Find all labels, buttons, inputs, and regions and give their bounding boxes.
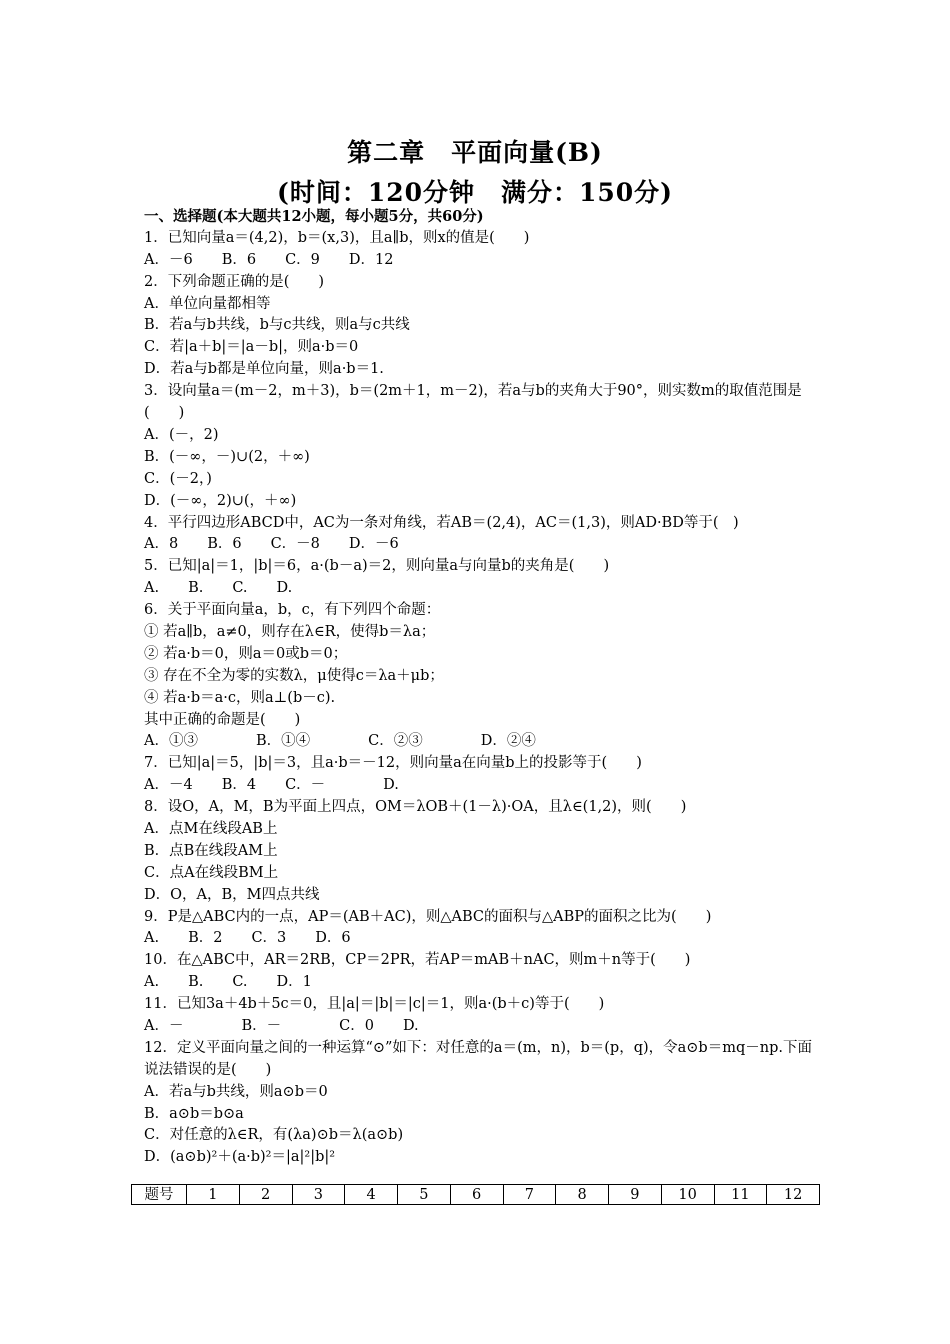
question-8-option-c: C．点A在线段BM上 (144, 864, 279, 881)
question-6-statement-1: ① 若a∥b，a≠0，则存在λ∈R，使得b＝λa； (144, 623, 436, 640)
answer-table-col: 9 (609, 1185, 662, 1205)
answer-table-col: 5 (398, 1185, 451, 1205)
question-2: 2．下列命题正确的是( ) (144, 273, 325, 290)
question-8-option-b: B．点B在线段AM上 (144, 842, 278, 859)
question-3: 3．设向量a＝(m－2，m＋3)，b＝(2m＋1，m－2)，若a与b的夹角大于90°，则实数m的取值范围是( ) (144, 383, 802, 422)
question-11: 11．已知3a＋4b＋5c＝0，且|a|＝|b|＝|c|＝1，则a·(b＋c)等于( ) (144, 996, 605, 1013)
question-12-option-b: B．a⊙b＝b⊙a (144, 1105, 244, 1122)
question-8: 8．设O，A，M，B为平面上四点，OM＝λOB＋(1－λ)·OA，且λ∈(1,2)，则( ) (144, 799, 687, 816)
question-1: 1．已知向量a＝(4,2)，b＝(x,3)，且a∥b，则x的值是( ) (144, 229, 530, 246)
question-8-option-d: D．O，A，B，M四点共线 (144, 886, 320, 903)
question-9: 9．P是△ABC内的一点，AP＝(AB＋AC)，则△ABC的面积与△ABP的面积之比为( ) (144, 908, 712, 925)
answer-table-col: 10 (661, 1185, 714, 1205)
question-8-option-a: A．点M在线段AB上 (144, 820, 278, 837)
question-12-option-d: D．(a⊙b)²＋(a·b)²＝|a|²|b|² (144, 1149, 336, 1166)
answer-table-col: 2 (239, 1185, 292, 1205)
answer-table-header-row (132, 1185, 820, 1205)
question-6-statement-2: ② 若a·b＝0，则a＝0或b＝0； (144, 645, 348, 662)
question-3-option-b: B．(－∞，－)∪(2，＋∞) (144, 448, 310, 465)
question-6-options: A．①③ B．①④ C．②③ D．②④ (144, 733, 536, 750)
question-6: 6．关于平面向量a，b，c，有下列四个命题： (144, 602, 441, 619)
question-12: 12．定义平面向量之间的一种运算“⊙”如下：对任意的a＝(m，n)，b＝(p，q)，令a⊙b＝mq－np.下面说法错误的是( ) (144, 1039, 812, 1078)
question-7-options: A．－4 B．4 C．－ D. (144, 777, 399, 794)
question-12-option-a: A．若a与b共线，则a⊙b＝0 (144, 1083, 328, 1100)
answer-table-col: 8 (556, 1185, 609, 1205)
answer-table-col: 12 (767, 1185, 820, 1205)
question-6-prompt: 其中正确的命题是( ) (144, 711, 301, 728)
answer-table (131, 1184, 820, 1205)
question-5: 5．已知|a|＝1，|b|＝6，a·(b－a)＝2，则向量a与向量b的夹角是( ) (144, 558, 610, 575)
question-6-statement-3: ③ 存在不全为零的实数λ，μ使得c＝λa＋μb； (144, 667, 444, 684)
question-10: 10．在△ABC中，AR＝2RB，CP＝2PR，若AP＝mAB＋nAC，则m＋n等于( ) (144, 952, 691, 969)
question-6-statement-4: ④ 若a·b＝a·c，则a⊥(b－c). (144, 689, 336, 706)
question-3-option-c: C．(－2，) (144, 470, 212, 487)
answer-table-label: 题号 (132, 1185, 187, 1205)
question-list (144, 206, 824, 1169)
answer-table-col: 7 (503, 1185, 556, 1205)
question-1-options: A．－6 B．6 C．9 D．12 (144, 251, 394, 268)
question-2-option-d: D．若a与b都是单位向量，则a·b＝1. (144, 361, 384, 378)
answer-table-col: 1 (187, 1185, 240, 1205)
question-9-options: A. B．2 C．3 D．6 (144, 930, 351, 947)
question-11-options: A．－ B．－ C．0 D. (144, 1018, 419, 1034)
question-10-options: A. B. C. D．1 (144, 974, 312, 991)
answer-table-col: 6 (450, 1185, 503, 1205)
section-heading: 一、选择题(本大题共12小题，每小题5分，共60分) (144, 208, 484, 225)
question-4: 4．平行四边形ABCD中，AC为一条对角线，若AB＝(2,4)，AC＝(1,3)，则AD·BD等于( ) (144, 514, 739, 531)
question-2-option-b: B．若a与b共线，b与c共线，则a与c共线 (144, 317, 410, 334)
question-7: 7．已知|a|＝5，|b|＝3，且a·b＝－12，则向量a在向量b上的投影等于( ) (144, 755, 642, 772)
question-3-option-a: A．(－，2) (144, 426, 219, 443)
question-2-option-c: C．若|a＋b|＝|a－b|，则a·b＝0 (144, 339, 359, 356)
answer-table-col: 4 (345, 1185, 398, 1205)
answer-table-col: 3 (292, 1185, 345, 1205)
exam-info: (时间：120分钟 满分：150分) (276, 178, 674, 207)
question-2-option-a: A．单位向量都相等 (144, 295, 271, 312)
question-5-options: A. B. C. D. (144, 580, 293, 597)
question-4-options: A．8 B．6 C．－8 D．－6 (144, 536, 399, 553)
question-12-option-c: C．对任意的λ∈R，有(λa)⊙b＝λ(a⊙b) (144, 1127, 404, 1144)
question-3-option-d: D．(－∞，2)∪(，＋∞) (144, 492, 297, 509)
answer-table-col: 11 (714, 1185, 767, 1205)
chapter-title: 第二章 平面向量(B) (347, 138, 603, 167)
